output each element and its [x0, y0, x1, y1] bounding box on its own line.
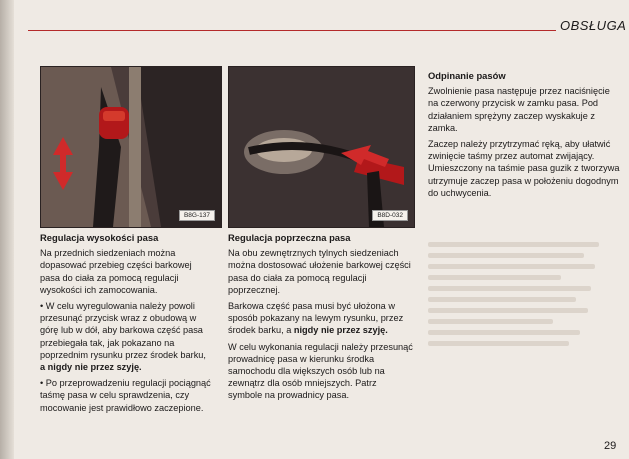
section-heading: Regulacja poprzeczna pasa [228, 232, 351, 243]
unbuckling-section [428, 70, 620, 203]
section-heading: Odpinanie pasów [428, 70, 506, 81]
paragraph-text: Barkowa część pasa musi być ułożona w sposób pokazany na lewym rysunku, przez środek barku, a [228, 301, 404, 336]
paragraph-text: • W celu wyregulowania należy powoli przesunąć przycisk wraz z obudową w górę lub w dół, aby barkowa część pasa przebiegała tak, jak pokazano na poprzednim rysunku przez środek barku, [40, 301, 206, 360]
paragraph [40, 300, 212, 373]
figure-lateral-adjustment [228, 66, 415, 228]
paragraph: Na przednich siedzeniach można dopasować przebieg części barkowej pasa do ciała za pomocą regulacji wysokości ich zamocowania. [40, 248, 192, 295]
figure-code: B8D-032 [372, 210, 408, 221]
paragraph: W celu wykonania regulacji należy przesunąć prowadnicę pasa w kierunku środka samochodu dla większych osób lub na zewnątrz dla osób mniejszych. Patrz symbole na prowadnicy pasa. [228, 341, 413, 401]
page-number: 29 [604, 440, 617, 452]
warning-text: a nigdy nie przez szyję. [40, 362, 142, 373]
page-edge [0, 0, 14, 459]
bleed-through-text [428, 236, 618, 396]
section-heading: Regulacja wysokości pasa [40, 232, 159, 243]
header-rule [28, 30, 556, 31]
lateral-adjustment-section [228, 232, 413, 406]
lateral-adjustment-illustration [229, 67, 414, 227]
figure-code: B8G-137 [179, 210, 215, 221]
height-adjustment-illustration [41, 67, 221, 227]
paragraph: Na obu zewnętrznych tylnych siedzeniach można dostosować ułożenie barkowej części pasa do ciała za pomocą regulacji poprzecznej. [228, 248, 411, 295]
paragraph [228, 300, 413, 337]
figure-height-adjustment [40, 66, 222, 228]
paragraph: • Po przeprowadzeniu regulacji pociągnąć taśmę pasa w celu sprawdzenia, czy mocowanie jest prawidłowo zaczepione. [40, 378, 211, 413]
paragraph: Zwolnienie pasa następuje przez naciśnięcie na czerwony przycisk w zamku pasa. Pod działaniem sprężyny zaczep wyskakuje z zamka. [428, 86, 610, 133]
paragraph: Zaczep należy przytrzymać ręką, aby ułatwić zwinięcie taśmy przez automat zwijający. Umieszczony na taśmie pasa guzik z tworzywa utrzymuje zaczep pasa w położeniu dogodnym do uchwycenia. [428, 139, 620, 198]
page-header-title: OBSŁUGA [560, 18, 627, 33]
warning-text: nigdy nie przez szyję. [293, 325, 388, 336]
height-adjustment-section [40, 232, 212, 418]
